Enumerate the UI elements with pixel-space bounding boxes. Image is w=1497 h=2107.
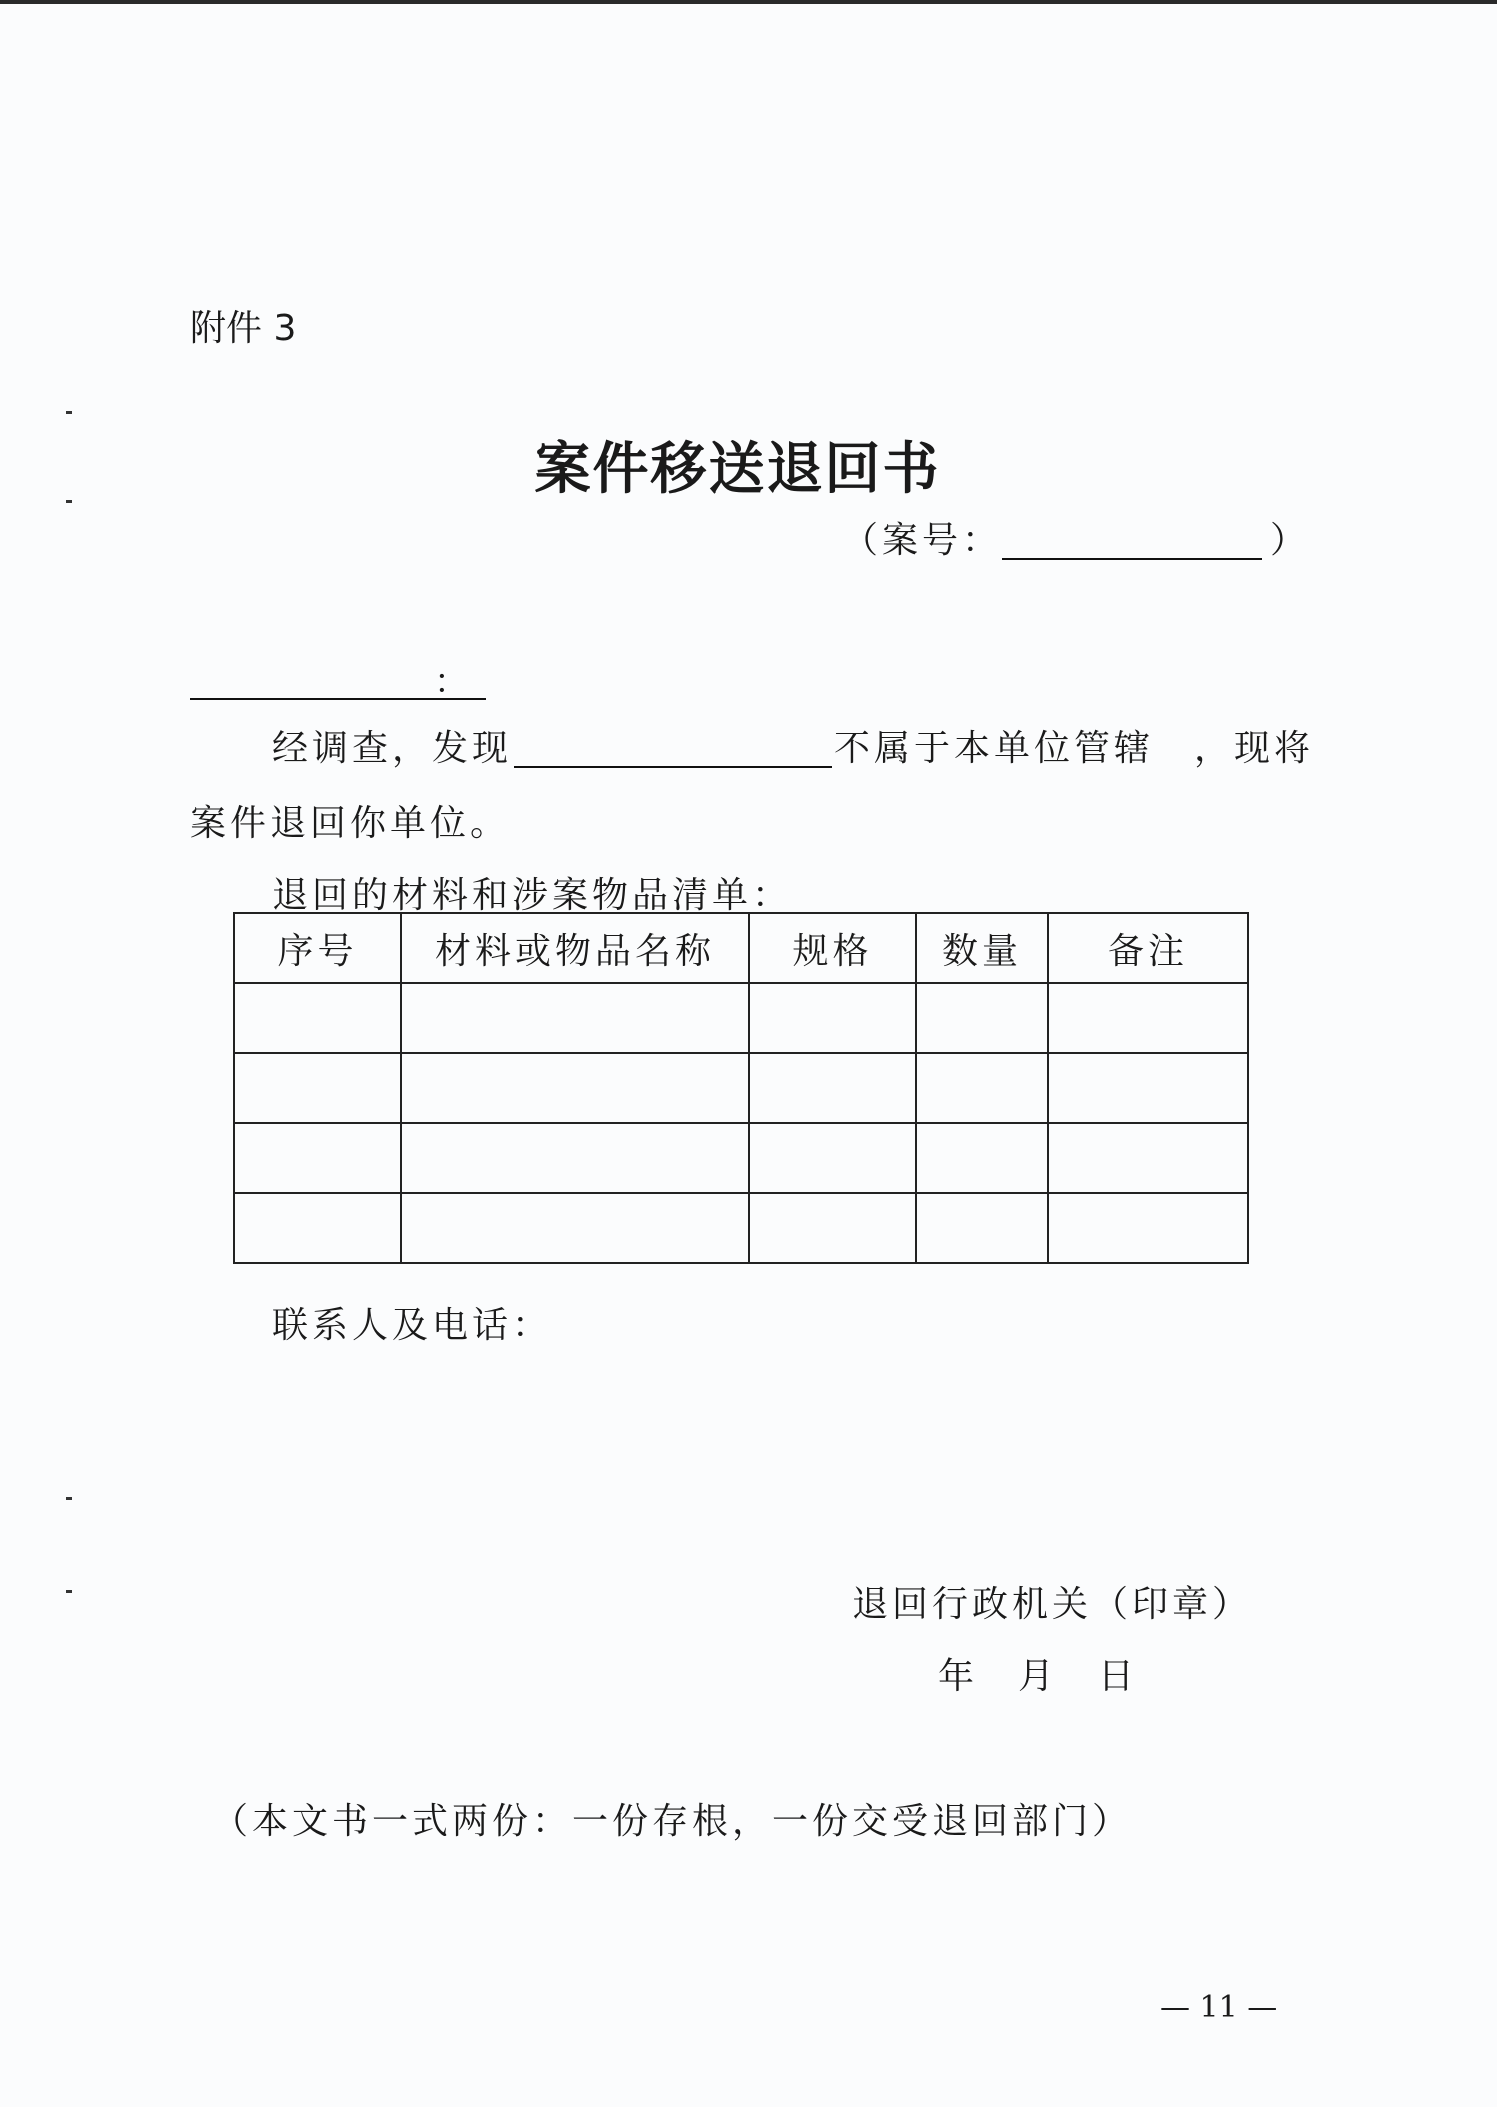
table-cell[interactable] xyxy=(1048,1193,1248,1263)
table-cell[interactable] xyxy=(749,983,916,1053)
table-header-row xyxy=(234,913,1248,983)
scan-edge xyxy=(0,0,1497,4)
list-intro: 退回的材料和涉案物品清单： xyxy=(272,875,793,916)
copies-note: （本文书一式两份：一份存根，一份交受退回部门） xyxy=(212,1801,1133,1842)
paragraph-text-after: 不属于本单位管辖 ，现将 xyxy=(834,728,1315,769)
paragraph-text-before: 经调查，发现 xyxy=(272,728,513,769)
table-cell[interactable] xyxy=(401,983,749,1053)
table-header-cell: 备注 xyxy=(1048,913,1248,983)
table-cell[interactable] xyxy=(1048,983,1248,1053)
date-day: 日 xyxy=(1098,1656,1135,1697)
items-table xyxy=(233,912,1249,1264)
date-month: 月 xyxy=(1018,1656,1055,1697)
table-cell[interactable] xyxy=(234,983,401,1053)
date-year: 年 xyxy=(938,1656,975,1697)
subject-blank[interactable] xyxy=(514,730,832,768)
case-number-label: （案号： xyxy=(842,520,1003,561)
table-cell[interactable] xyxy=(401,1193,749,1263)
date-line xyxy=(938,1648,1134,1699)
recipient-blank[interactable] xyxy=(190,654,486,700)
case-number-blank[interactable] xyxy=(1002,522,1262,560)
page-number: — 11 — xyxy=(1160,1990,1278,2025)
table-cell[interactable] xyxy=(916,1053,1048,1123)
table-cell[interactable] xyxy=(1048,1053,1248,1123)
table-cell[interactable] xyxy=(916,1193,1048,1263)
paragraph-investigation-line2: 案件退回你单位。 xyxy=(190,803,511,844)
scan-mark xyxy=(66,1590,72,1593)
table-cell[interactable] xyxy=(401,1123,749,1193)
recipient-colon: ： xyxy=(434,662,468,702)
table-cell[interactable] xyxy=(749,1193,916,1263)
table-header-cell: 数量 xyxy=(916,913,1048,983)
scan-mark xyxy=(66,1497,72,1500)
table-header-cell: 材料或物品名称 xyxy=(401,913,749,983)
table-row xyxy=(234,1193,1248,1263)
table-cell[interactable] xyxy=(234,1123,401,1193)
table-cell[interactable] xyxy=(916,1123,1048,1193)
table-cell[interactable] xyxy=(234,1193,401,1263)
table-cell[interactable] xyxy=(749,1053,916,1123)
scan-mark xyxy=(66,411,72,414)
table-header-cell: 规格 xyxy=(749,913,916,983)
table-cell[interactable] xyxy=(234,1053,401,1123)
document-title: 案件移送退回书 xyxy=(534,436,941,502)
table-cell[interactable] xyxy=(916,983,1048,1053)
table-row xyxy=(234,1123,1248,1193)
contact-label: 联系人及电话： xyxy=(272,1305,553,1346)
table-row xyxy=(234,983,1248,1053)
issuing-authority: 退回行政机关（印章） xyxy=(852,1584,1253,1625)
table-cell[interactable] xyxy=(749,1123,916,1193)
table-row xyxy=(234,1053,1248,1123)
table-cell[interactable] xyxy=(1048,1123,1248,1193)
paragraph-investigation xyxy=(272,720,1314,771)
attachment-label: 附件 3 xyxy=(190,308,297,349)
table-cell[interactable] xyxy=(401,1053,749,1123)
case-number-close: ） xyxy=(1270,520,1311,561)
case-number-line xyxy=(842,512,1310,563)
table-header-cell: 序号 xyxy=(234,913,401,983)
